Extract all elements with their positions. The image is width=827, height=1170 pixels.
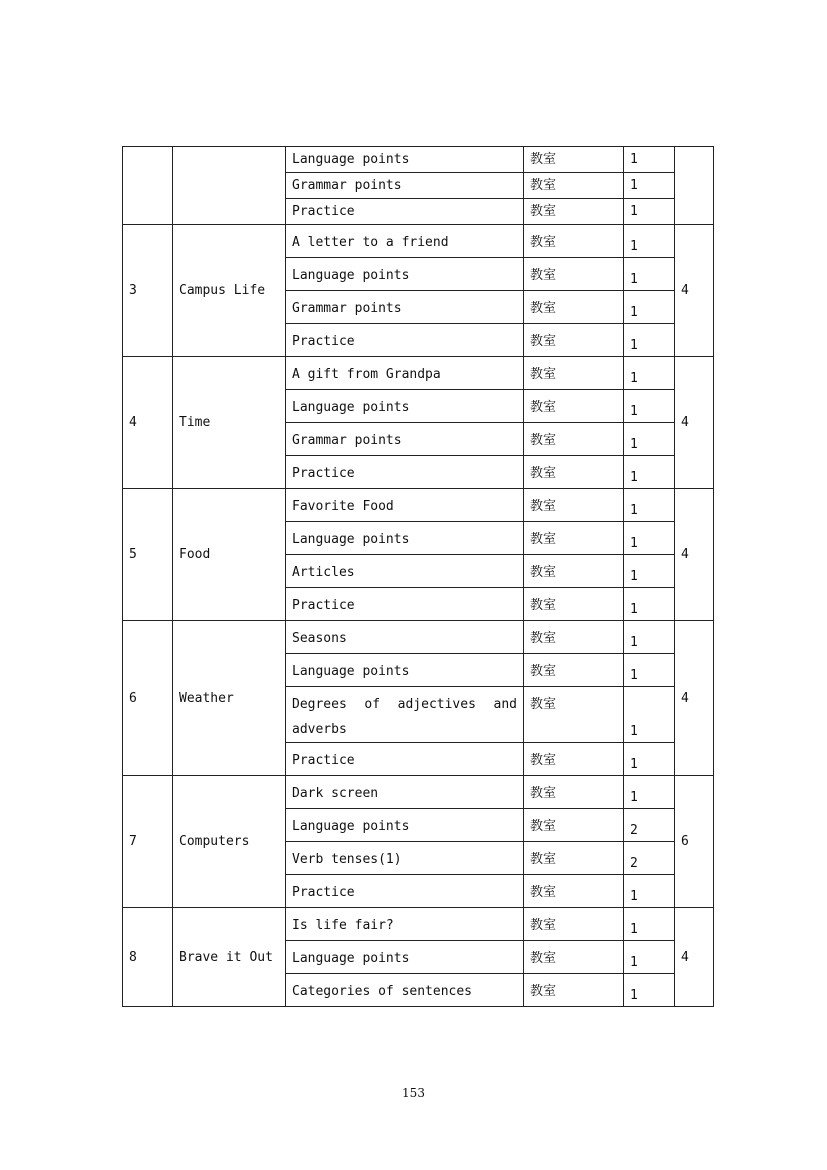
lesson-location: 教室 <box>524 687 624 743</box>
lesson-location: 教室 <box>524 842 624 875</box>
unit-name: Campus Life <box>173 225 286 357</box>
lesson-topic: Language points <box>286 390 524 423</box>
lesson-location: 教室 <box>524 456 624 489</box>
table-row <box>123 225 714 258</box>
lesson-topic: Practice <box>286 743 524 776</box>
lesson-topic: Degrees of adjectives and adverbs <box>286 687 524 743</box>
lesson-location: 教室 <box>524 654 624 687</box>
lesson-hours: 1 <box>624 199 675 225</box>
unit-total-hours: 4 <box>675 908 714 1007</box>
lesson-topic: Grammar points <box>286 173 524 199</box>
lesson-hours: 1 <box>624 654 675 687</box>
lesson-location: 教室 <box>524 489 624 522</box>
unit-total-hours: 4 <box>675 621 714 776</box>
unit-number: 3 <box>123 225 173 357</box>
lesson-hours: 1 <box>624 974 675 1007</box>
unit-name: Food <box>173 489 286 621</box>
lesson-location: 教室 <box>524 324 624 357</box>
lesson-hours: 1 <box>624 621 675 654</box>
lesson-topic: A gift from Grandpa <box>286 357 524 390</box>
lesson-location: 教室 <box>524 357 624 390</box>
lesson-location: 教室 <box>524 173 624 199</box>
lesson-hours: 1 <box>624 743 675 776</box>
lesson-hours: 1 <box>624 687 675 743</box>
lesson-topic: Practice <box>286 456 524 489</box>
lesson-hours: 2 <box>624 842 675 875</box>
lesson-location: 教室 <box>524 974 624 1007</box>
lesson-location: 教室 <box>524 776 624 809</box>
table-row <box>123 357 714 390</box>
schedule-body <box>123 147 714 1007</box>
lesson-location: 教室 <box>524 199 624 225</box>
lesson-hours: 1 <box>624 324 675 357</box>
lesson-hours: 1 <box>624 555 675 588</box>
lesson-topic: Verb tenses(1) <box>286 842 524 875</box>
lesson-topic: Grammar points <box>286 423 524 456</box>
lesson-location: 教室 <box>524 225 624 258</box>
unit-total-hours: 6 <box>675 776 714 908</box>
lesson-topic: Dark screen <box>286 776 524 809</box>
lesson-hours: 1 <box>624 147 675 173</box>
lesson-topic: Language points <box>286 522 524 555</box>
lesson-topic: Practice <box>286 875 524 908</box>
lesson-topic: Practice <box>286 199 524 225</box>
lesson-location: 教室 <box>524 291 624 324</box>
lesson-hours: 2 <box>624 809 675 842</box>
lesson-location: 教室 <box>524 809 624 842</box>
unit-number: 6 <box>123 621 173 776</box>
unit-number <box>123 147 173 225</box>
lesson-location: 教室 <box>524 258 624 291</box>
lesson-hours: 1 <box>624 489 675 522</box>
unit-number: 4 <box>123 357 173 489</box>
unit-total-hours: 4 <box>675 489 714 621</box>
lesson-location: 教室 <box>524 588 624 621</box>
unit-total-hours: 4 <box>675 225 714 357</box>
lesson-hours: 1 <box>624 941 675 974</box>
table-row <box>123 489 714 522</box>
table-row <box>123 147 714 173</box>
lesson-topic: Language points <box>286 809 524 842</box>
lesson-topic: Grammar points <box>286 291 524 324</box>
unit-name: Computers <box>173 776 286 908</box>
lesson-hours: 1 <box>624 390 675 423</box>
unit-total-hours: 4 <box>675 357 714 489</box>
unit-name: Brave it Out <box>173 908 286 1007</box>
lesson-location: 教室 <box>524 875 624 908</box>
table-row <box>123 908 714 941</box>
lesson-hours: 1 <box>624 908 675 941</box>
lesson-hours: 1 <box>624 291 675 324</box>
lesson-topic: Is life fair? <box>286 908 524 941</box>
unit-name: Time <box>173 357 286 489</box>
lesson-location: 教室 <box>524 555 624 588</box>
lesson-location: 教室 <box>524 522 624 555</box>
lesson-hours: 1 <box>624 456 675 489</box>
lesson-topic: A letter to a friend <box>286 225 524 258</box>
page-number: 153 <box>402 1086 425 1100</box>
lesson-hours: 1 <box>624 875 675 908</box>
lesson-location: 教室 <box>524 423 624 456</box>
lesson-hours: 1 <box>624 423 675 456</box>
lesson-location: 教室 <box>524 908 624 941</box>
lesson-location: 教室 <box>524 147 624 173</box>
lesson-topic: Practice <box>286 588 524 621</box>
lesson-topic: Practice <box>286 324 524 357</box>
unit-name: Weather <box>173 621 286 776</box>
lesson-hours: 1 <box>624 173 675 199</box>
lesson-topic: Language points <box>286 147 524 173</box>
lesson-location: 教室 <box>524 621 624 654</box>
table-row <box>123 621 714 654</box>
unit-number: 7 <box>123 776 173 908</box>
lesson-hours: 1 <box>624 225 675 258</box>
course-schedule-table <box>122 146 714 1007</box>
lesson-hours: 1 <box>624 357 675 390</box>
lesson-topic: Language points <box>286 258 524 291</box>
lesson-location: 教室 <box>524 941 624 974</box>
lesson-location: 教室 <box>524 390 624 423</box>
lesson-hours: 1 <box>624 258 675 291</box>
table-row <box>123 776 714 809</box>
lesson-topic: Seasons <box>286 621 524 654</box>
lesson-topic: Articles <box>286 555 524 588</box>
unit-total-hours <box>675 147 714 225</box>
unit-name <box>173 147 286 225</box>
lesson-topic: Language points <box>286 654 524 687</box>
unit-number: 5 <box>123 489 173 621</box>
lesson-hours: 1 <box>624 588 675 621</box>
lesson-hours: 1 <box>624 522 675 555</box>
lesson-topic: Language points <box>286 941 524 974</box>
unit-number: 8 <box>123 908 173 1007</box>
lesson-hours: 1 <box>624 776 675 809</box>
lesson-topic: Categories of sentences <box>286 974 524 1007</box>
lesson-location: 教室 <box>524 743 624 776</box>
lesson-topic: Favorite Food <box>286 489 524 522</box>
